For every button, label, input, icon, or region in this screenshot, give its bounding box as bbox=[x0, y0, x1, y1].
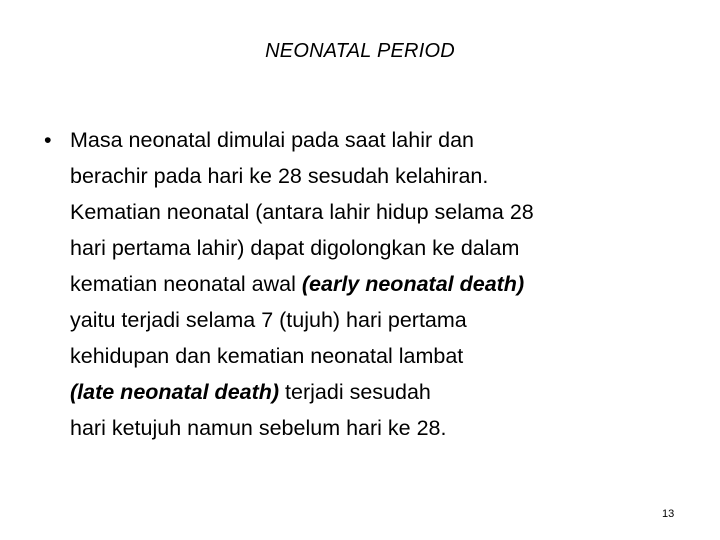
paragraph-line-3: Kematian neonatal (antara lahir hidup selama 28 bbox=[70, 200, 534, 224]
page-number: 13 bbox=[662, 508, 675, 520]
early-neonatal-death-term: (early neonatal death) bbox=[301, 272, 525, 296]
paragraph-line-8 bbox=[70, 374, 690, 410]
paragraph-line-4: hari pertama lahir) dapat digolongkan ke dalam bbox=[70, 236, 520, 260]
paragraph-line-6: yaitu terjadi selama 7 (tujuh) hari pertama bbox=[70, 308, 467, 332]
paragraph-line-5-text: kematian neonatal awal bbox=[70, 272, 302, 296]
bullet-icon: • bbox=[44, 128, 52, 152]
bullet-paragraph bbox=[44, 122, 690, 446]
paragraph-line-7: kehidupan dan kematian neonatal lambat bbox=[70, 344, 464, 368]
paragraph-line-9: hari ketujuh namun sebelum hari ke 28. bbox=[70, 416, 447, 440]
late-neonatal-death-term: (late neonatal death) bbox=[70, 380, 280, 404]
paragraph-line-5 bbox=[70, 266, 690, 302]
paragraph-line-2: berachir pada hari ke 28 sesudah kelahiran. bbox=[70, 164, 489, 188]
slide-title: NEONATAL PERIOD bbox=[265, 40, 455, 62]
paragraph-line-1: Masa neonatal dimulai pada saat lahir dan bbox=[70, 128, 474, 152]
paragraph-line-8-text: terjadi sesudah bbox=[279, 380, 431, 404]
